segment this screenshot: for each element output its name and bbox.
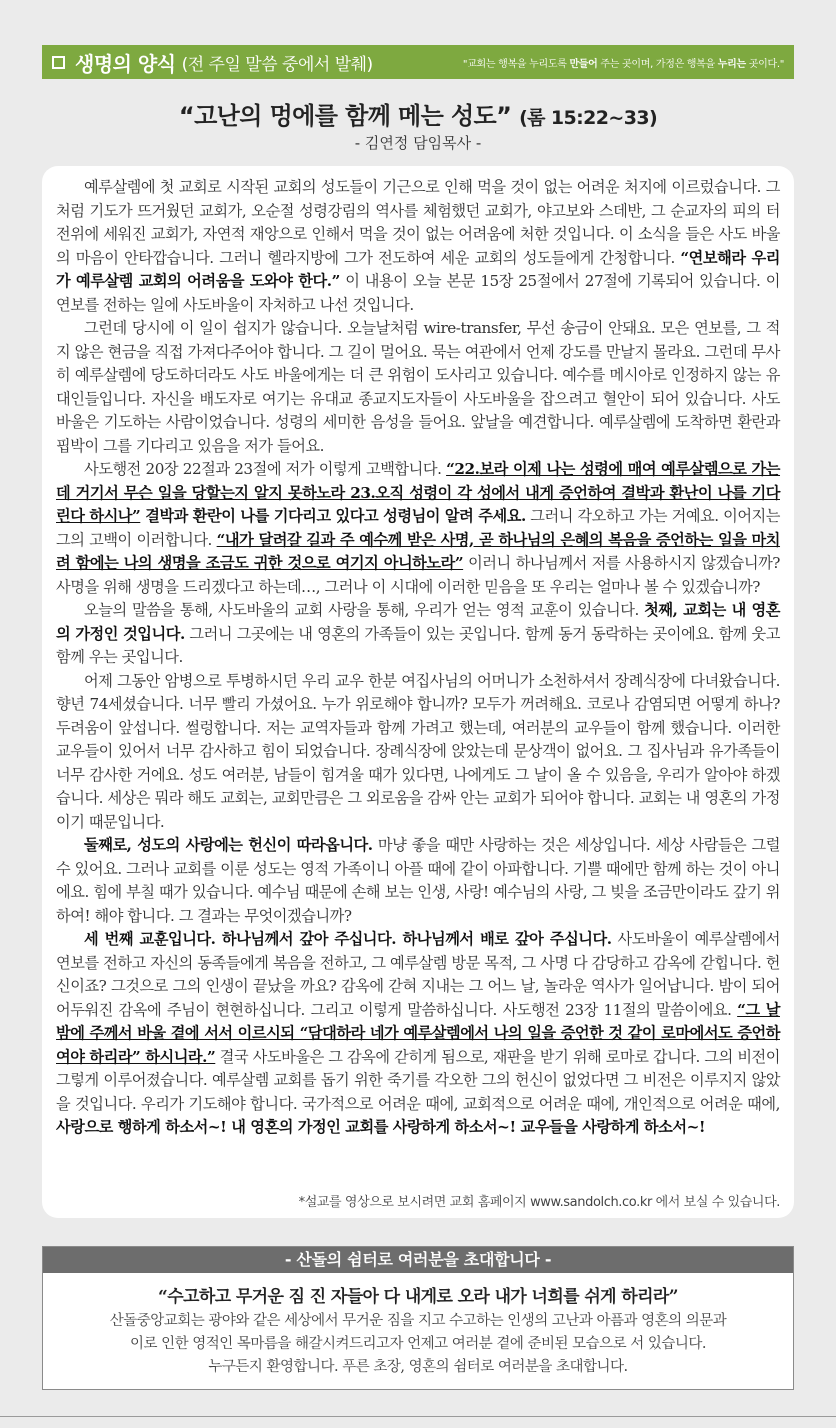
motto-bold2: 누리는 xyxy=(717,58,746,70)
motto-part2: 주는 곳이며, 가정은 행복을 xyxy=(597,58,718,70)
paragraph-text: 그러니 그곳에는 내 영혼의 가족들이 있는 곳입니다. 함께 동거 동락하는 곳이에요. 함께 웃고 함께 우는 곳입니다. xyxy=(56,624,780,666)
paragraph-text: 이 내용이 오늘 본문 15장 25절에서 27절에 기록되어 있습니다. 이 연보를 전하는 일에 사도바울이 자처하고 나선 것입니다. xyxy=(56,272,780,314)
invitation-line-3: 누구든지 환영합니다. 푸른 초장, 영혼의 쉼터로 여러분을 초대합니다. xyxy=(208,1359,628,1375)
video-footnote: *설교를 영상으로 보시려면 교회 홈페이지 www.sandolch.co.kr 에서 보실 수 있습니다. xyxy=(298,1195,780,1210)
underlined-quote: “22.보라 이제 나는 성령에 매여 예루살렘으로 가는데 거기서 무슨 일을 당할는지 알지 못하노라 23.오직 성령이 각 성에서 내게 증언하여 결박과 환난이 나를 기다린다 하시나” xyxy=(56,460,781,525)
scripture-reference: (롬 15:22~33) xyxy=(519,107,658,129)
paragraph-text: 그러니 각오하고 가는 거예요. 이어지는 그의 고백이 이러합니다. xyxy=(56,507,780,549)
invitation-line-2: 이로 인한 영적인 목마름을 해갈시켜드리고자 언제고 여러분 곁에 준비된 모습으로 서 있습니다. xyxy=(129,1336,707,1352)
sermon-paragraph xyxy=(56,928,780,1140)
invitation-text xyxy=(43,1310,793,1379)
sermon-paragraph xyxy=(56,834,780,928)
emphasis-text: “연보해라 우리가 예루살렘 교회의 어려움을 도와야 한다.” xyxy=(56,248,780,290)
sermon-paragraph xyxy=(56,176,780,317)
paragraph-text: 어제 그동안 암병으로 투병하시던 우리 교우 한분 여집사님의 어머니가 소천하셔서 장례식장에 다녀왔습니다. 향년 74세셨습니다. 너무 빨리 가셨어요. 누가 위로해야 합니까? 모두가 꺼려해요. 코로나 감염되면 어떻게 하나? 두려움이 앞섭니다. 썰렁합니다. 저는 교역자들과 함께 가려고 했는데, 여러분의 교우들이 함께 했습니다. 이러한 교우들이 있어서 너무 감사하고 힘이 되었습니다. 장례식장에 앉았는데 문상객이 없어요. 그 집사님과 유가족들이 너무 감사한 거에요. 성도 여러분, 남들이 힘겨울 때가 있다면, 나에게도 그 날이 올 수 있음을, 우리가 알아야 하겠습니다. 세상은 뭐라 해도 교회는, 교회만큼은 그 외로움을 감싸 안는 교회가 되어야 합니다. 교회는 내 영혼의 가정이기 때문입니다. xyxy=(56,671,780,831)
underlined-quote: “내가 달려갈 길과 주 예수께 받은 사명, 곧 하나님의 은혜의 복음을 증언하는 일을 마치려 함에는 나의 생명을 조금도 귀한 것으로 여기지 아니하노라” xyxy=(56,530,781,572)
paragraph-text: 결국 사도바울은 그 감옥에 갇히게 됨으로, 재판을 받기 위해 로마로 갑니다. 그의 비전이 그렇게 이루어졌습니다. 예루살렘 교회를 돕기 위한 죽기를 각오한 그의 헌신이 없었다면 그 비전은 이루지지 않았을 것입니다. 우리가 기도해야 합니다. 국가적으로 어려운 때에, 교회적으로 어려운 때에, 개인적으로 어려운 때에, xyxy=(56,1047,780,1113)
sermon-title-text: “고난의 멍에를 함께 메는 성도” xyxy=(178,102,512,130)
motto-part3: 곳이다." xyxy=(745,58,784,70)
sermon-paragraphs xyxy=(56,176,780,1140)
paragraph-text: 오늘의 말씀을 통해, 사도바울의 교회 사랑을 통해, 우리가 얻는 영적 교훈이 있습니다. xyxy=(84,601,645,619)
emphasis-text: 첫째, 교회는 내 영혼의 가정인 것입니다. xyxy=(56,601,780,643)
invitation-quote: “수고하고 무거운 짐 진 자들아 다 내게로 오라 내가 너희를 쉬게 하리라” xyxy=(158,1287,678,1307)
sermon-paragraph xyxy=(56,670,780,835)
sermon-title xyxy=(0,96,836,131)
emphasis-text: 세 번째 교훈입니다. 하나님께서 갚아 주십니다. 하나님께서 배로 갚아 주십니다. xyxy=(84,930,612,948)
invitation-line-1: 산돌중앙교회는 광야와 같은 세상에서 무거운 짐을 지고 수고하는 인생의 고난과 아픔과 영혼의 의문과 xyxy=(109,1313,727,1329)
sermon-paragraph xyxy=(56,317,780,458)
emphasis-text: 둘째로, 성도의 사랑에는 헌신이 따라옵니다. xyxy=(84,836,373,854)
page-bottom-divider xyxy=(0,1416,836,1417)
sermon-author: - 김연정 담임목사 - xyxy=(354,134,482,152)
underlined-quote: “그 날 밤에 주께서 바울 곁에 서서 이르시되 “담대하라 네가 예루살렘에서 나의 일을 증언한 것 같이 로마에서도 증언하여야 하리라” 하시니라.” xyxy=(56,1000,780,1066)
paragraph-text: 마냥 좋을 때만 사랑하는 것은 세상입니다. 세상 사람들은 그럴 수 있어요. 그러나 교회를 이룬 성도는 영적 가족이니 아플 때에 같이 아파합니다. 기쁠 때에만 함께 하는 것이 아니에요. 힘에 부칠 때가 있습니다. 예수님 때문에 손해 보는 인생, 사랑! 예수님의 사랑, 그 빚을 조금만이라도 갚기 위하여! 해야 합니다. 그 결과는 무엇이겠습니까? xyxy=(56,836,780,925)
paragraph-text: 이러니 하나님께서 저를 사용하시지 않겠습니까? 사명을 위해 생명을 드리겠다고 하는데…, 그러나 이 시대에 이러한 믿음을 또 우리는 얼마나 볼 수 있겠습니까? xyxy=(56,554,781,596)
section-title: 생명의 양식 xyxy=(75,51,176,76)
paragraph-text: 그런데 당시에 이 일이 쉽지가 않습니다. 오늘날처럼 wire-transfer, 무선 송금이 안돼요. 모은 연보를, 그 적지 않은 현금을 직접 가져다주어야 합니다. 그 길이 멀어요. 묵는 여관에서 언제 강도를 만날지 몰라요. 그런데 무사히 예루살렘에 당도하더라도 사도 바울에게는 더 큰 위험이 도사리고 있습니다. 예수를 메시아로 인정하지 않는 유대인들입니다. 자신을 배도자로 여기는 유대교 종교지도자들이 사도바울을 잡으려고 혈안이 되어 있습니다. 사도바울은 기도하는 사람이었습니다. 성령의 세미한 음성을 들어요. 앞날을 예견합니다. 예루살렘에 도착하면 환란과 핍박이 그를 기다리고 있음을 저가 들어요. xyxy=(56,319,780,455)
paragraph-text: 예루살렘에 첫 교회로 시작된 교회의 성도들이 기근으로 인해 먹을 것이 없는 어려운 처지에 이르렀습니다. 그처럼 기도가 뜨거웠던 교회가, 오순절 성령강림의 역사를 체험했던 교회가, 야고보와 스데반, 그 순교자의 피의 터전위에 세워진 교회가, 자연적 재앙으로 인해서 먹을 것이 없는 어려움에 처한 것입니다. 이 소식을 들은 사도 바울의 마음이 안타깝습니다. 그러니 헬라지방에 그가 전도하여 세운 교회의 성도들에게 간청합니다. xyxy=(56,178,780,267)
sermon-paragraph xyxy=(56,458,780,599)
emphasis-text: 사랑으로 행하게 하소서~! 내 영혼의 가정인 교회를 사랑하게 하소서~! 교우들을 사랑하게 하소서~! xyxy=(56,1118,706,1136)
emphasis-text: 결박과 환란이 나를 기다리고 있다고 성령님이 알려 주세요. xyxy=(140,507,526,525)
motto-part1: "교회는 행복을 누리도록 xyxy=(462,58,570,70)
section-header-bar xyxy=(42,45,794,79)
sermon-body-card xyxy=(42,166,794,1218)
paragraph-text: 사도행전 20장 22절과 23절에 저가 이렇게 고백합니다. xyxy=(84,460,447,478)
checkbox-square-icon xyxy=(52,56,65,69)
motto-bold1: 만들어 xyxy=(569,58,598,70)
invitation-banner: - 산돌의 쉼터로 여러분을 초대합니다 - xyxy=(43,1247,793,1273)
invitation-box xyxy=(42,1246,794,1390)
church-motto xyxy=(463,55,784,70)
paragraph-text: 사도바울이 예루살렘에서 연보를 전하고 자신의 동족들에게 복음을 전하고, 그 예루살렘 방문 목적, 그 사명 다 감당하고 감옥에 갇힙니다. 헌신이죠? 그것으로 그의 인생이 끝났을 까요? 감옥에 갇혀 지내는 그 어느 날, 놀라운 역사가 일어납니다. 밤이 되어 어두워진 감옥에 주님이 현현하십니다. 그리고 이렇게 말씀하십니다. 사도행전 23장 11절의 말씀이에요. xyxy=(56,930,780,1019)
section-subtitle: (전 주일 말씀 중에서 발췌) xyxy=(181,54,373,75)
sermon-paragraph xyxy=(56,599,780,670)
